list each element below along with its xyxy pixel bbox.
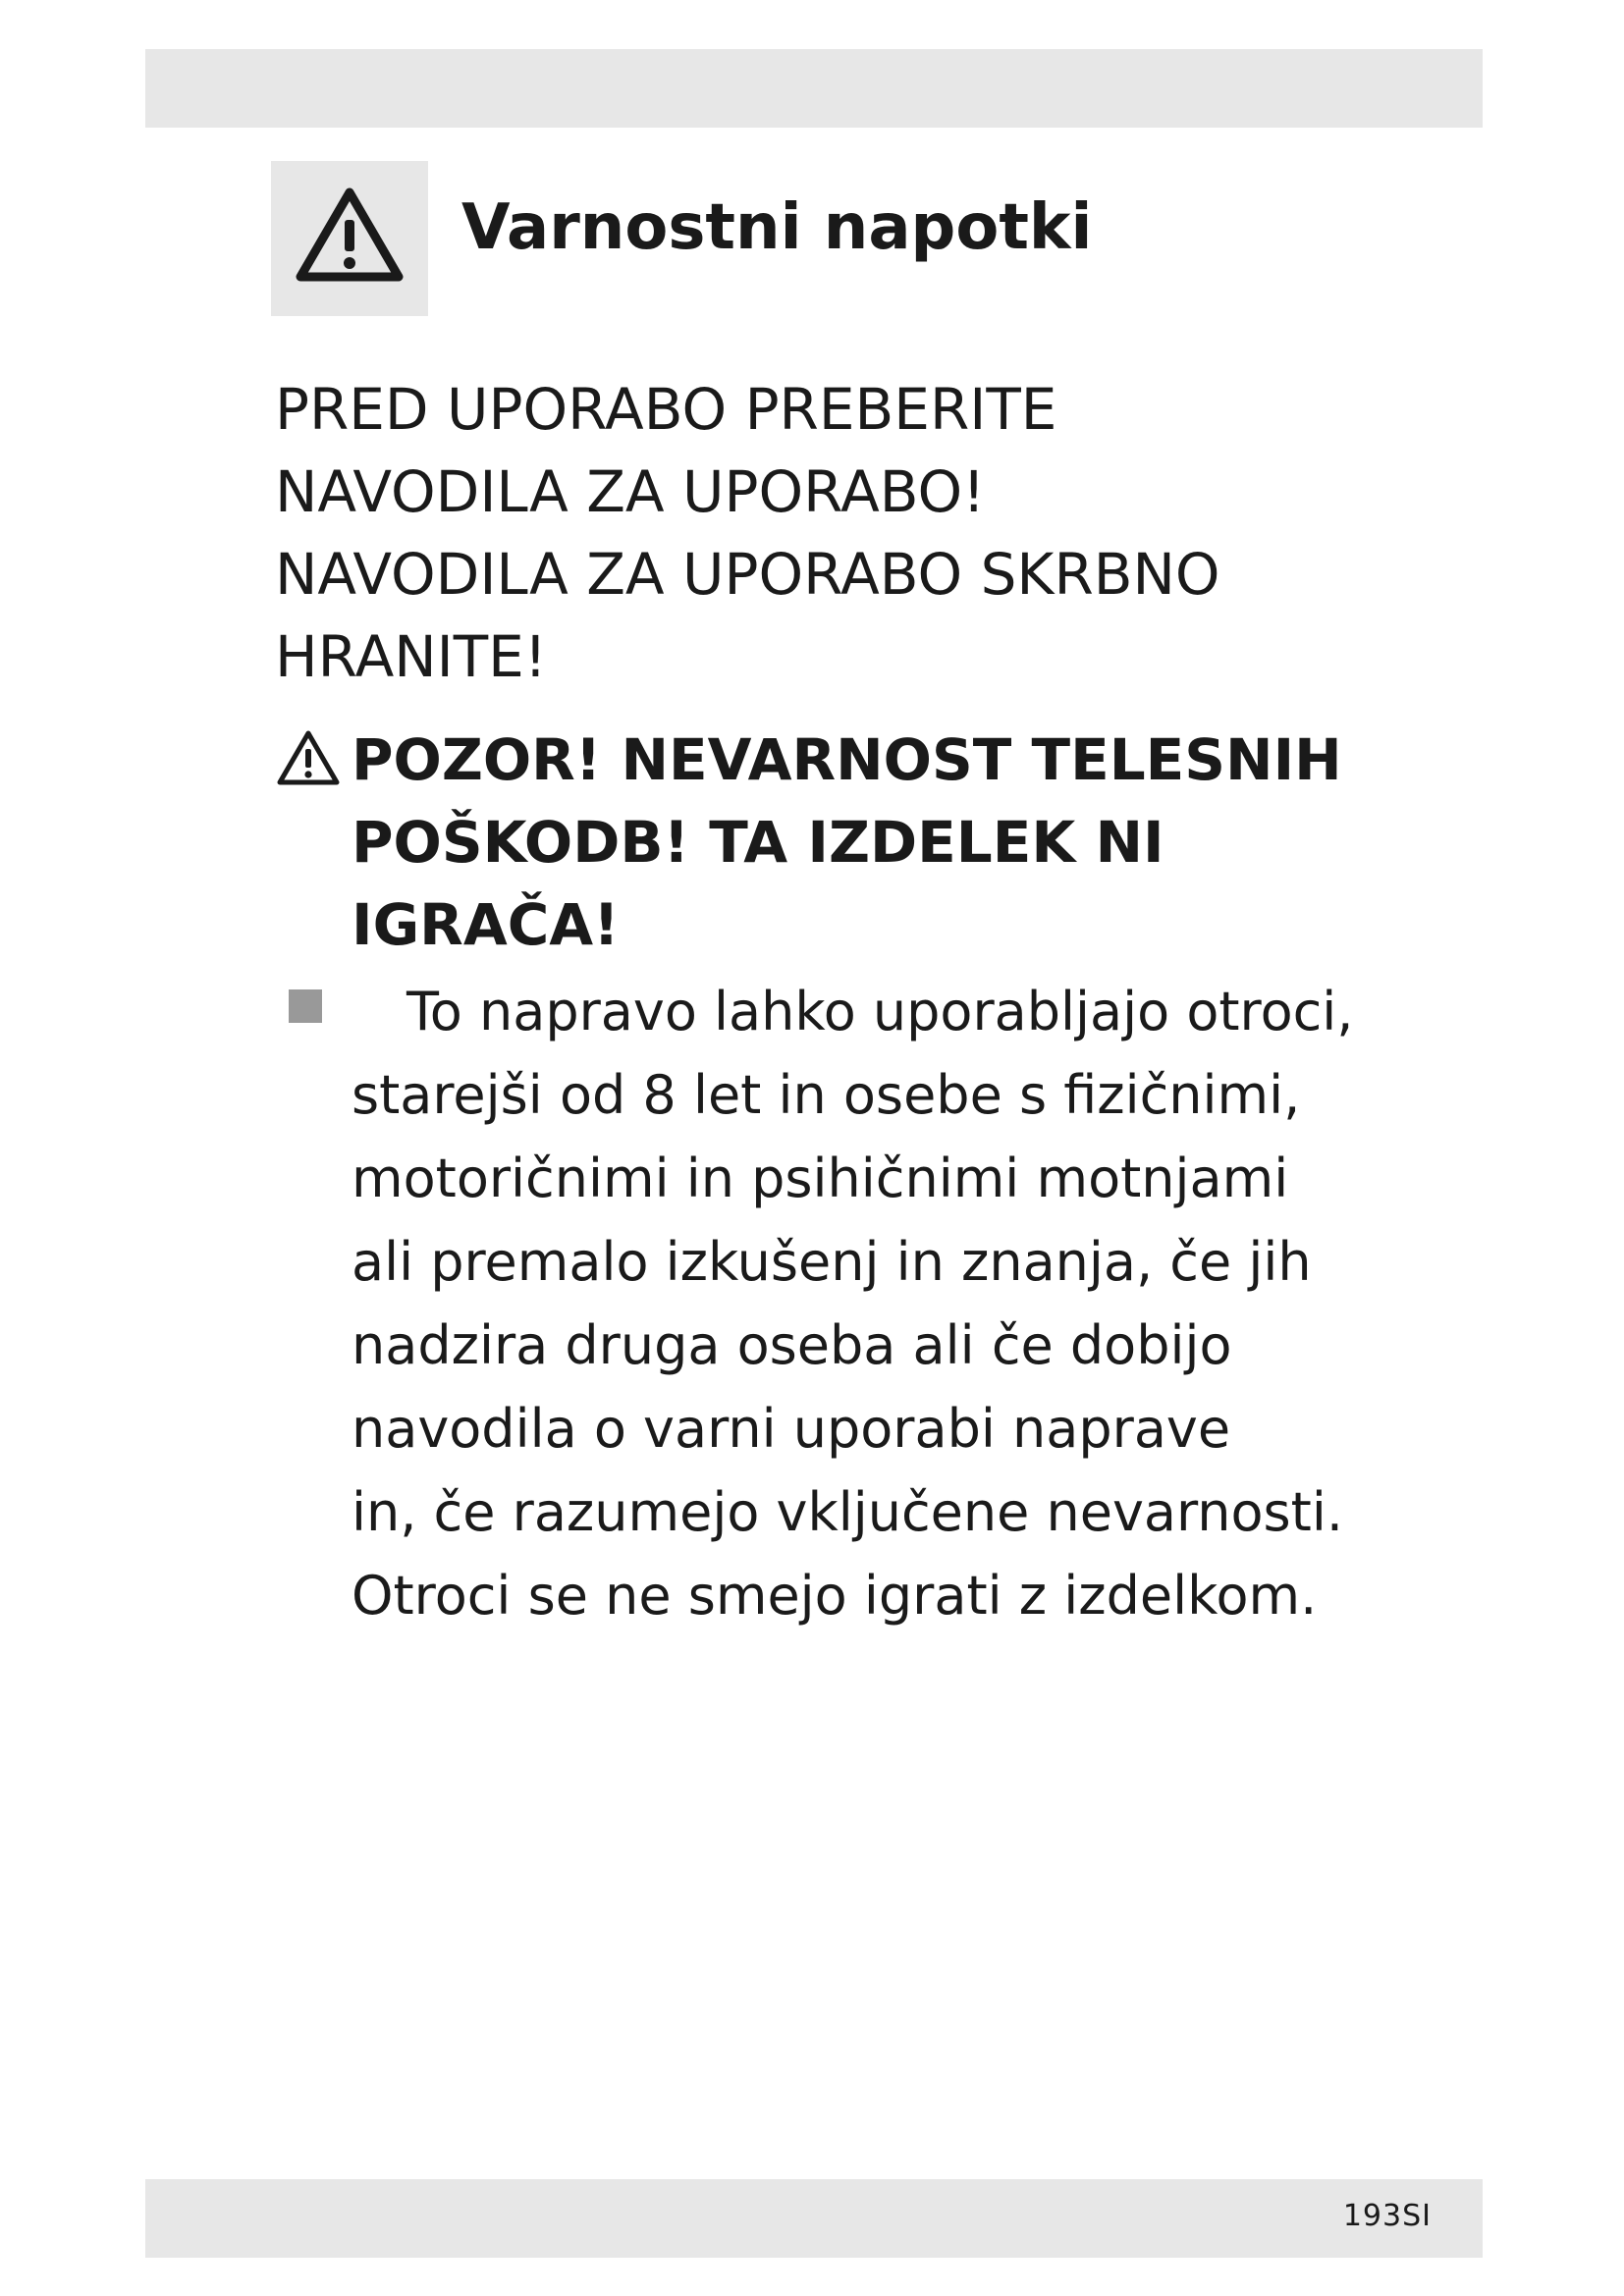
injury-warning <box>275 719 1483 966</box>
footer-bar <box>145 2179 1483 2258</box>
warning-line: POŠKODB! TA IZDELEK NI <box>352 809 1164 876</box>
bullet-line: navodila o varni uporabi naprave <box>352 1398 1231 1460</box>
bullet-line: Otroci se ne smejo igrati z izdelkom. <box>352 1565 1318 1627</box>
header-bar <box>145 49 1483 128</box>
bullet-line: To napravo lahko uporabljajo otroci, <box>406 981 1354 1042</box>
bullet-line: nadzira druga oseba ali če dobijo <box>352 1314 1232 1376</box>
bullet-line: motoričnimi in psihičnimi motnjami <box>352 1148 1289 1209</box>
bullet-square-icon <box>289 989 322 1023</box>
read-instructions-notice <box>275 368 1483 698</box>
notice-line: NAVODILA ZA UPORABO! <box>275 458 986 525</box>
page-number: 193SI <box>1342 2199 1432 2233</box>
bullet-line: in, če razumejo vključene nevarnosti. <box>352 1481 1343 1543</box>
notice-line: PRED UPORABO PREBERITE <box>275 376 1057 443</box>
warning-line: IGRAČA! <box>352 891 620 958</box>
notice-line: HRANITE! <box>275 623 548 690</box>
bullet-line: starejši od 8 let in osebe s fizičnimi, <box>352 1064 1301 1126</box>
bullet-text <box>352 970 1483 1637</box>
warning-line: POZOR! NEVARNOST TELESNIH <box>352 726 1342 793</box>
notice-line: NAVODILA ZA UPORABO SKRBNO <box>275 541 1220 608</box>
heading-icon-box <box>271 161 428 316</box>
bullet-line: ali premalo izkušenj in znanja, če jih <box>352 1231 1312 1293</box>
section-title: Varnostni napotki <box>461 191 1093 264</box>
warning-text <box>352 719 1483 966</box>
warning-triangle-icon <box>275 728 342 787</box>
warning-triangle-icon <box>293 185 406 287</box>
